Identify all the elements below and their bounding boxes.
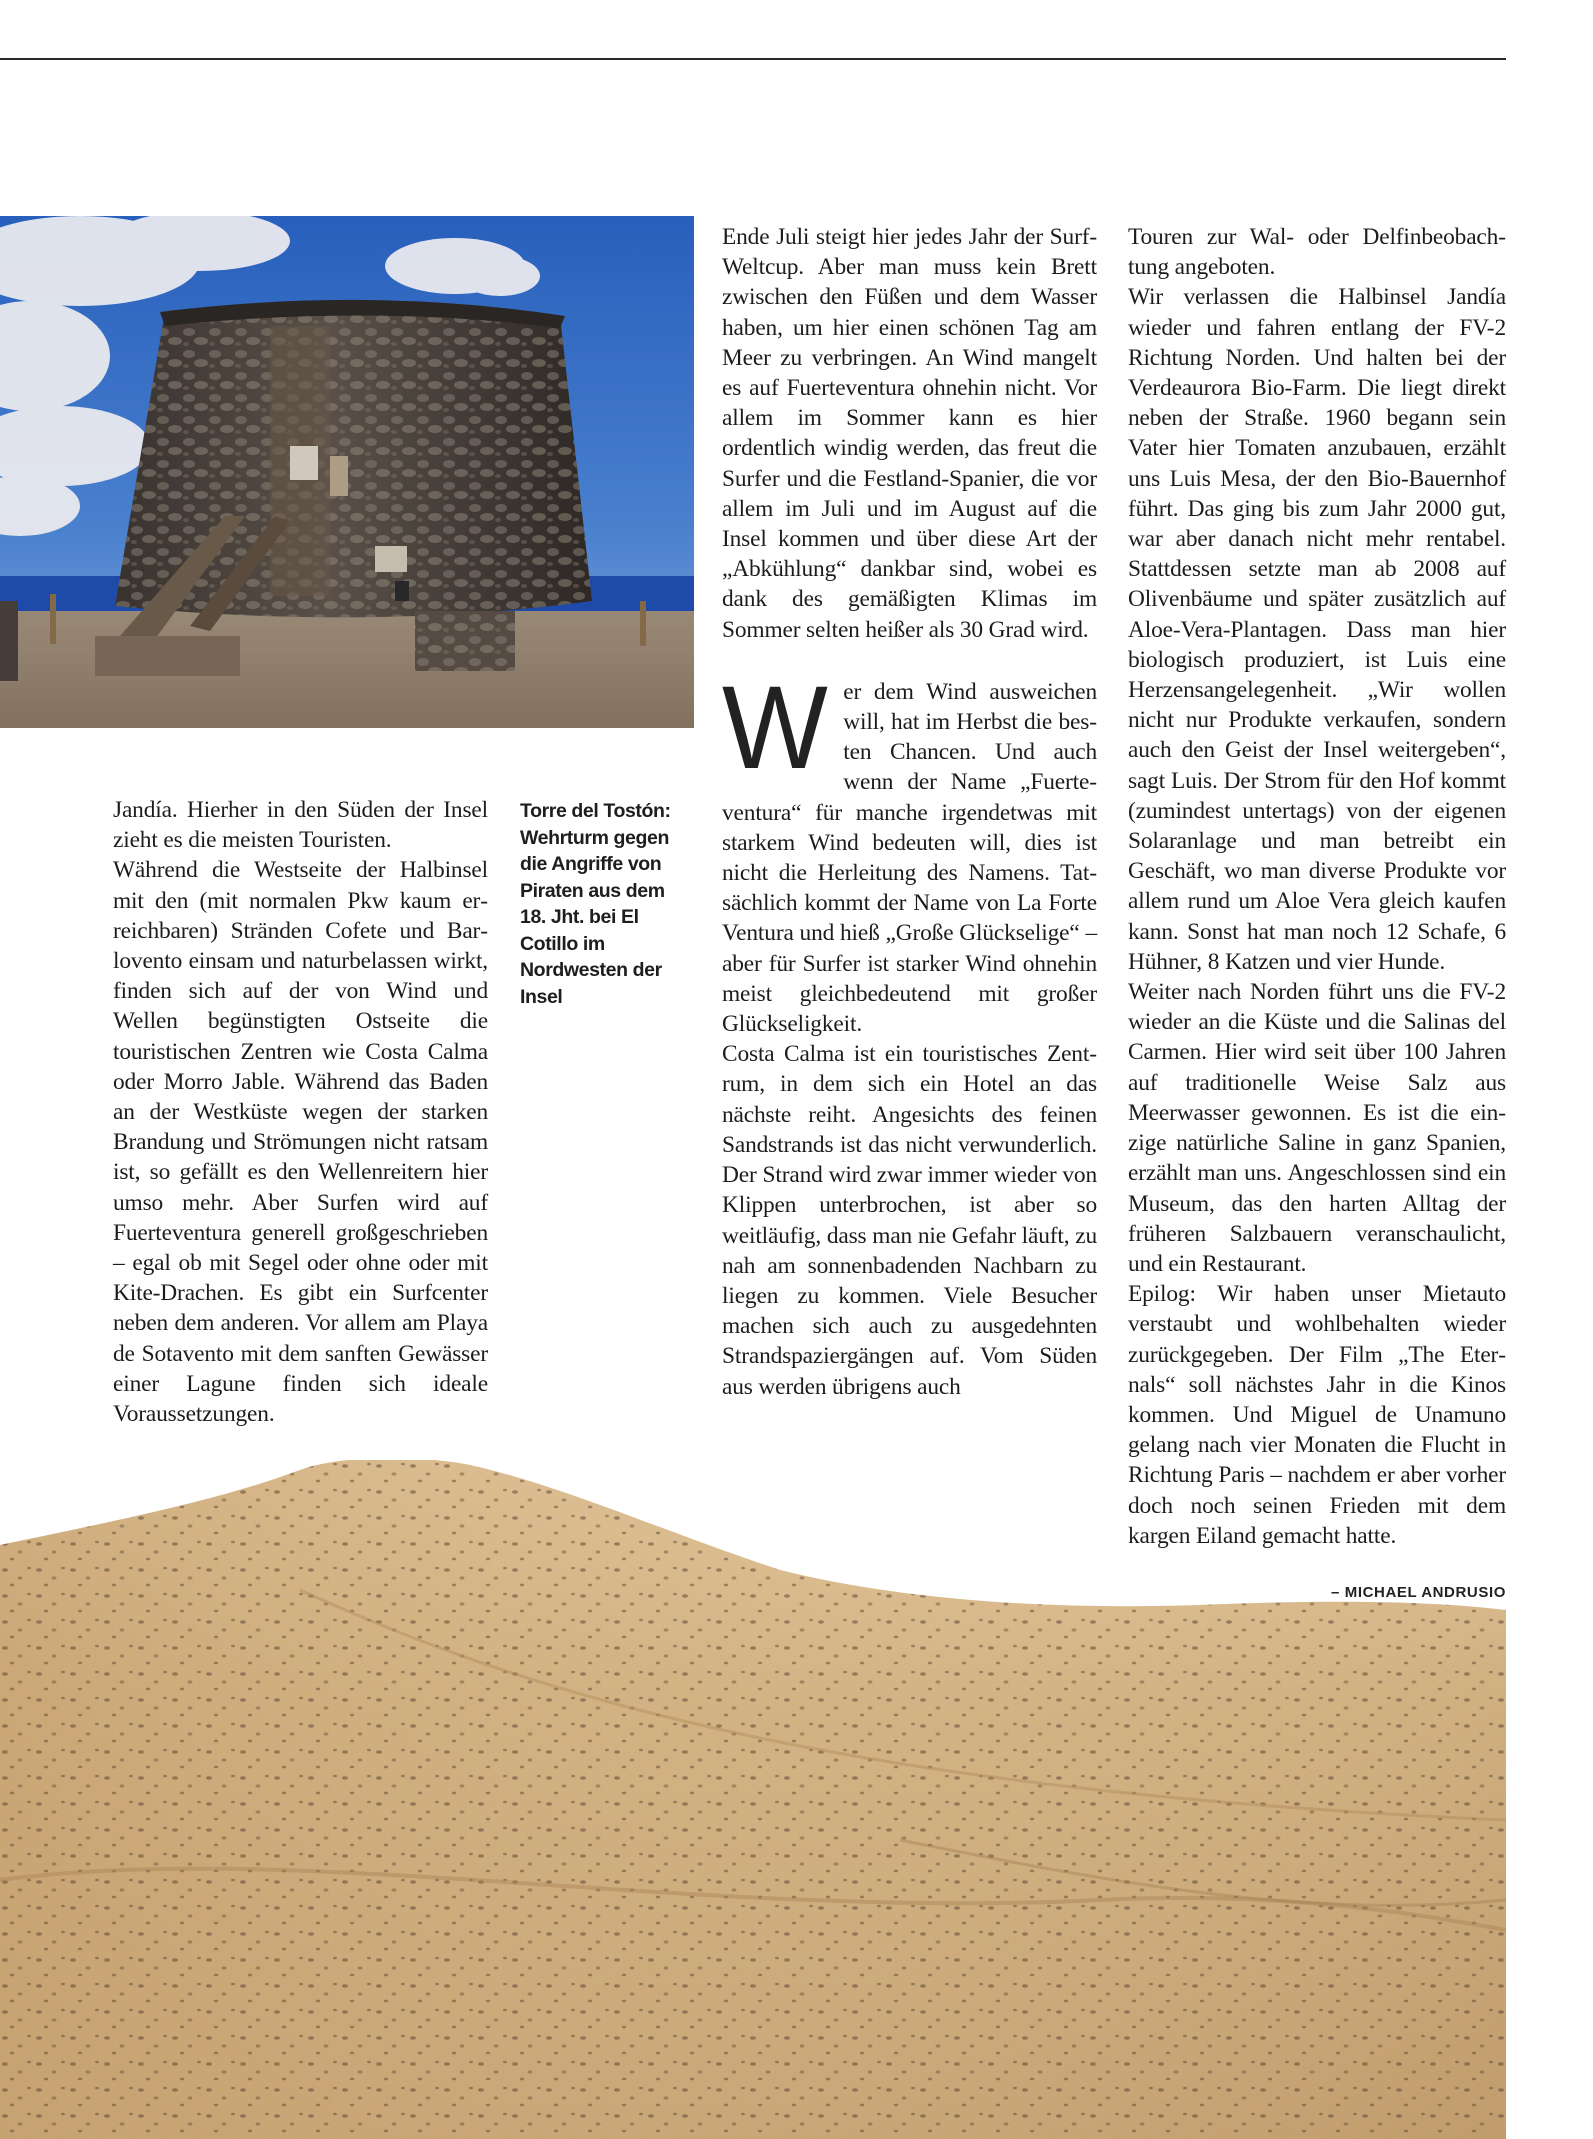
tower-photo (0, 216, 694, 728)
paragraph: Wir verlassen die Halbinsel Jandía wieder und fahren entlang der FV-2 Richtung Norden. Und halten bei der Verdeaurora Bio-Farm. Die liegt direkt neben der Straße. 1960 begann sein Vater hier Tomaten anzubauen, erzählt uns Luis Mesa, der den Bio-Bauernhof führt. Das ging bis zum Jahr 2000 gut, war aber danach nicht mehr rentabel. Stattdessen setzte man ab 2008 auf Olivenbäume und später zusätzlich auf Aloe-Vera-Plantagen. Dass man hier biologisch produziert, ist Luis eine Herzensangelegenheit. „Wir wollen nicht nur Produkte verkaufen, sondern auch den Geist der Insel weitergeben“, sagt Luis. Der Strom für den Hof kommt (zumindest untertags) von der eigenen Solaranlage und man betreibt ein Geschäft, wo man diverse Produkte vor allem rund um Aloe Vera gleich kaufen kann. Sonst hat man noch 12 Schafe, 6 Hühner, 8 Katzen und vier Hunde. (1128, 284, 1506, 975)
paragraph: Epilog: Wir haben unser Mietauto verstaubt und wohlbehalten wieder zurückgegeben. Der Film „The Eternals“ soll nächstes Jahr in die Kinos kommen. Und Miguel de Unamuno gelang nach vier Monaten die Flucht in Richtung Paris – nachdem er aber vorher doch noch seinen Frieden mit dem kargen Eiland gemacht hatte. (1128, 1281, 1506, 1549)
paragraph-with-dropcap (722, 661, 1097, 1039)
article-column-3 (722, 222, 1097, 1402)
article-column-1 (113, 795, 488, 1429)
paragraph: Touren zur Wal- oder Delfinbeobachtung angeboten. (1128, 224, 1506, 281)
paragraph: Costa Calma ist ein touristisches Zentrum, in dem sich ein Hotel an das nächste reiht. Angesichts des feinen Sandstrands ist das nicht verwunderlich. Der Strand wird zwar immer wieder von Klippen unterbrochen, ist aber so weitläufig, dass man nie Gefahr läuft, zu nah am sonnenbadenden Nachbarn zu liegen zu kommen. Viele Besucher machen sich auch zu ausgedehnten Strandspaziergängen auf. Vom Süden aus werden übrigens auch (722, 1041, 1097, 1400)
dune-photo (0, 1460, 1506, 2139)
paragraph: Jandía. Hierher in den Süden der Insel zieht es die meisten Touristen. (113, 797, 488, 854)
drop-cap: W (722, 661, 828, 794)
article-column-4 (1128, 222, 1506, 1551)
paragraph: Während die Westseite der Halbinsel mit den (mit normalen Pkw kaum erreichbaren) Stränden Cofete und Barlovento einsam und naturbelassen wirkt, finden sich auf der von Wind und Wellen begünstigten Ostseite die touristischen Zentren wie Costa Calma oder Morro Jable. Während das Baden an der Westküste wegen der starken Brandung und Strömungen nicht ratsam ist, so gefällt es den Wellenreitern hier umso mehr. Aber Surfen wird auf Fuerteventura generell großgeschrieben – egal ob mit Segel oder ohne oder mit Kite-Drachen. Es gibt ein Surfcenter neben dem anderen. Vor allem am Playa de Sotavento mit dem sanften Gewässer einer Lagune finden sich ideale Voraussetzungen. (113, 857, 488, 1428)
paragraph-text: er dem Wind ausweichen will, hat im Herbst die besten Chancen. Und auch wenn der Name „Fuerteventura“ für manche irgendetwas mit starkem Wind bedeuten will, dies ist nicht die Herleitung des Namens. Tatsächlich kommt der Name von La Forte Ventura und hieß „Große Glückselige“ – aber für Surfer ist starker Wind ohnehin meist gleichbedeutend mit großer Glückseligkeit. (722, 678, 1097, 1038)
paragraph: Weiter nach Norden führt uns die FV-2 wieder an die Küste und die Salinas del Carmen. Hier wird seit über 100 Jahren auf traditionelle Weise Salz aus Meerwasser gewonnen. Es ist die einzige natürliche Saline in ganz Spanien, erzählt man uns. Angeschlossen sind ein Museum, das den harten Alltag der früheren Salzbauern veranschaulicht, und ein Restaurant. (1128, 979, 1506, 1277)
author-byline: – MICHAEL ANDRUSIO (1331, 1584, 1506, 1601)
photo-caption: Torre del Tostón: Wehrturm gegen die Angriffe von Piraten aus dem 18. Jht. bei El Cotillo im Nordwesten der Insel (520, 800, 671, 1008)
top-rule (0, 58, 1506, 60)
paragraph: Ende Juli steigt hier jedes Jahr der Surf-Weltcup. Aber man muss kein Brett zwischen den Füßen und dem Wasser haben, um hier einen schönen Tag am Meer zu verbringen. An Wind mangelt es auf Fuerteventura ohnehin nicht. Vor allem im Sommer kann es hier ordentlich windig werden, das freut die Surfer und die Festland-Spanier, die vor allem im Juli und im August auf die Insel kommen und über diese Art der „Abkühlung“ dankbar sind, wobei es dank des gemäßigten Klimas im Sommer selten heißer als 30 Grad wird. (722, 224, 1097, 643)
